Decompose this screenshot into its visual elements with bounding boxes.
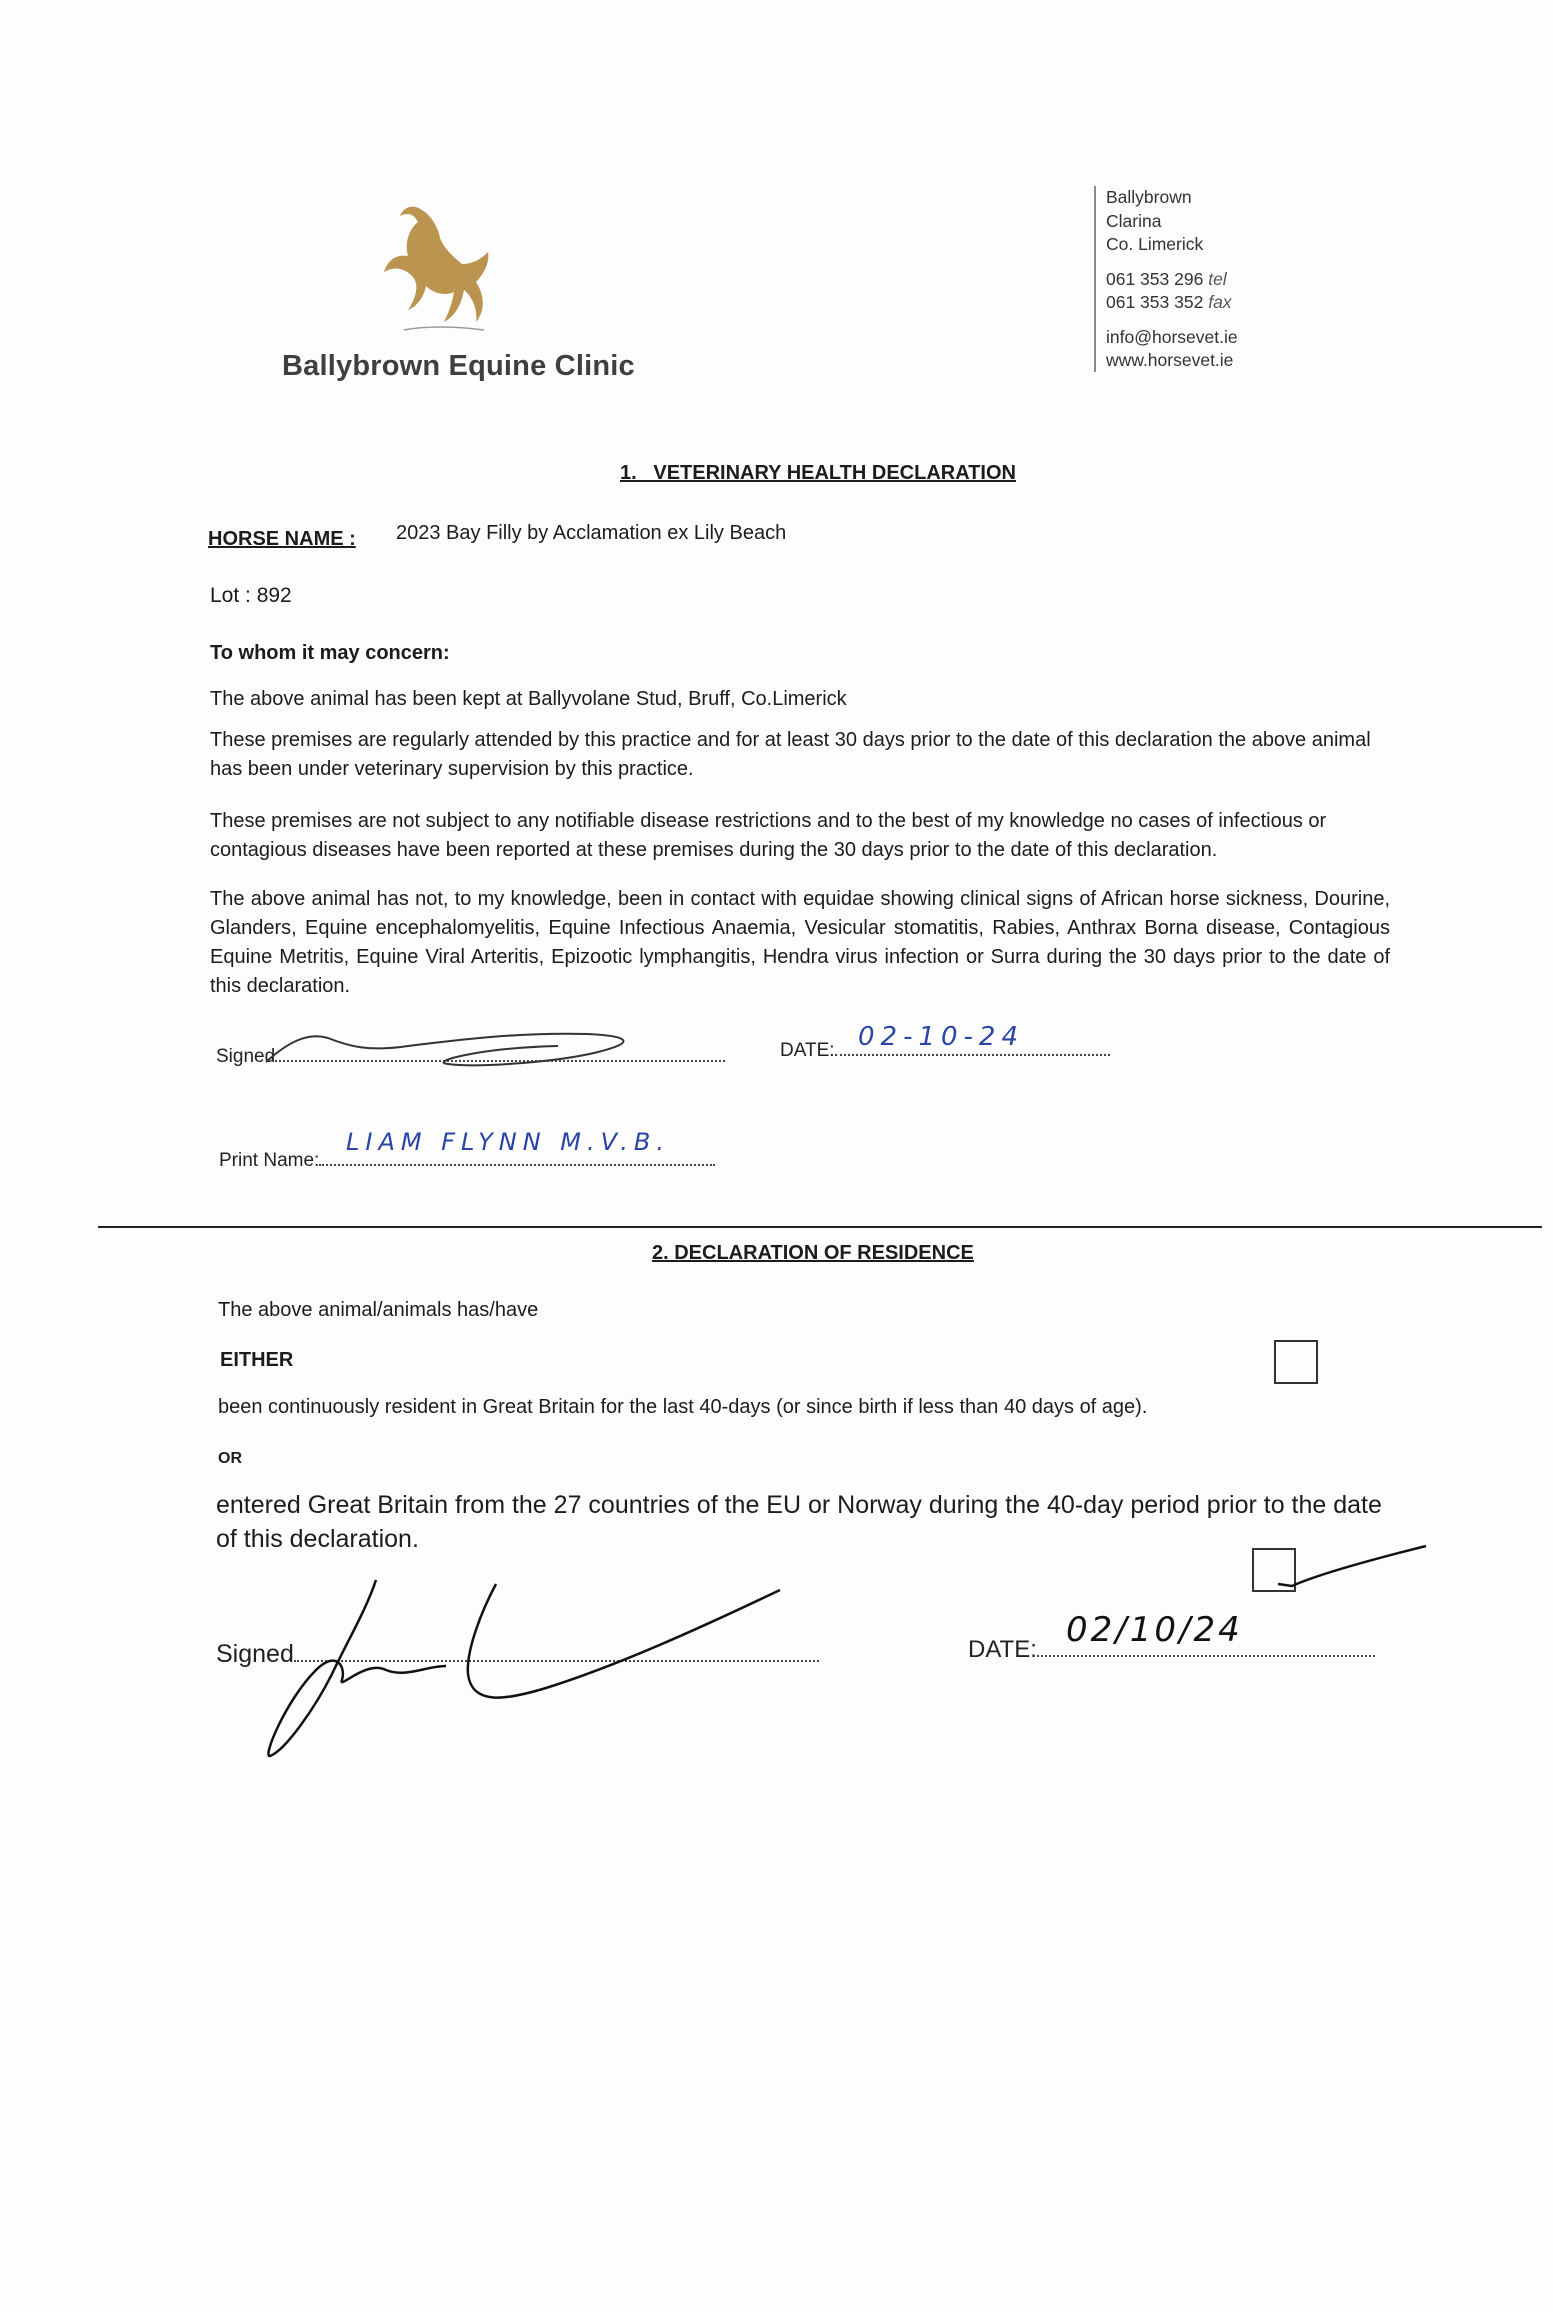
option1-checkbox[interactable]	[1274, 1340, 1318, 1384]
clinic-address-block	[1094, 186, 1238, 372]
fax: 061 353 352 fax	[1106, 292, 1232, 312]
or-label: OR	[218, 1450, 242, 1467]
section1-title: 1. VETERINARY HEALTH DECLARATION	[620, 462, 1016, 484]
paragraph: The above animal has not, to my knowledge, been in contact with equidae showing clinical signs of African horse sickness, Dourine, Glanders, Equine encephalomyelitis, Equine Infectious Anaemia, Vesicular stomatitis, Rabies, Anthrax Borna disease, Contagious Equine Metritis, Equine Viral Arteritis, Epizootic lymphangitis, Hendra virus infection or Surra during the 30 days prior to the date of this declaration.	[210, 888, 1390, 997]
checkmark-icon	[1254, 1536, 1434, 1596]
paragraph: The above animal has been kept at Ballyvolane Stud, Bruff, Co.Limerick	[210, 688, 847, 710]
horse-name-label: HORSE NAME :	[208, 528, 356, 550]
telephone: 061 353 296 tel	[1106, 268, 1227, 289]
option2-text: entered Great Britain from the 27 countries of the EU or Norway during the 40-day period prior to the date of this declaration.	[216, 1491, 1382, 1553]
residence-intro: The above animal/animals has/have	[218, 1299, 539, 1321]
handwritten-print-name: LIAM FLYNN M.V.B.	[346, 1128, 670, 1156]
signed-label: Signed	[216, 1640, 294, 1668]
section2-title: 2. DECLARATION OF RESIDENCE	[652, 1242, 974, 1264]
option1-text: been continuously resident in Great Britain for the last 40-days (or since birth if less than 40 days of age).	[218, 1396, 1148, 1418]
handwritten-date-1: 02-10-24	[858, 1022, 1025, 1052]
address-line: Co. Limerick	[1106, 234, 1204, 254]
lot-number: Lot : 892	[210, 584, 292, 607]
address-line: Ballybrown	[1106, 187, 1192, 207]
signature-image-2	[256, 1570, 796, 1770]
date-label: DATE:	[780, 1040, 835, 1061]
either-label: EITHER	[220, 1349, 294, 1371]
print-name-label: Print Name:	[219, 1150, 320, 1171]
date-label: DATE:	[968, 1636, 1037, 1663]
paragraph: These premises are regularly attended by this practice and for at least 30 days prior to the date of this declaration the above animal has been under veterinary supervision by this practice.	[210, 729, 1371, 780]
signed-label: Signed	[216, 1046, 276, 1067]
website: www.horsevet.ie	[1106, 350, 1234, 370]
handwritten-date-2: 02/10/24	[1066, 1610, 1243, 1650]
email: info@horsevet.ie	[1106, 326, 1238, 347]
address-line: Clarina	[1106, 210, 1162, 231]
paragraph: These premises are not subject to any notifiable disease restrictions and to the best of my knowledge no cases of infectious or contagious diseases have been reported at these premises during the 30 days prior to the date of this declaration.	[210, 810, 1327, 861]
horse-name-value: 2023 Bay Filly by Acclamation ex Lily Beach	[396, 522, 787, 544]
clinic-name: Ballybrown Equine Clinic	[282, 350, 635, 382]
section-divider	[98, 1226, 1542, 1228]
salutation: To whom it may concern:	[210, 642, 450, 664]
signature-image-1	[258, 1012, 658, 1082]
horse-logo-icon	[374, 198, 504, 338]
